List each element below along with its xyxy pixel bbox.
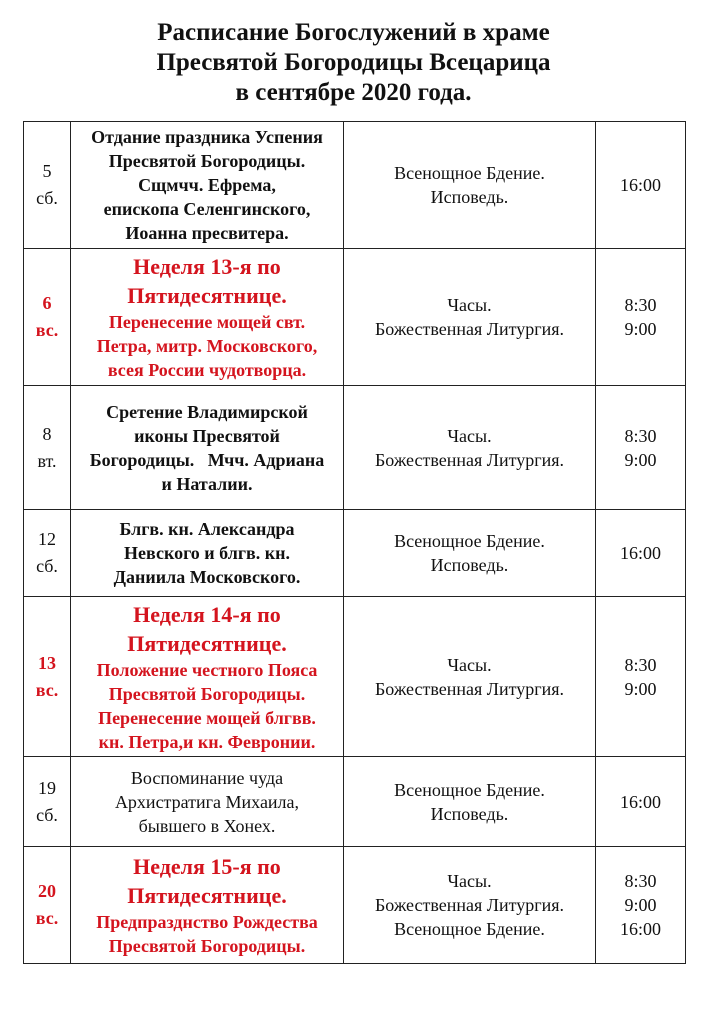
feast-cell <box>71 597 344 757</box>
time-cell <box>596 386 686 510</box>
date-cell <box>24 122 71 249</box>
feast-title-line: Неделя 15-я по <box>133 854 281 879</box>
time-value: 16:00 <box>619 543 661 563</box>
service-cell <box>344 597 596 757</box>
service-cell <box>344 122 596 249</box>
day-number: 12 <box>38 529 56 549</box>
day-number: 13 <box>38 652 56 673</box>
feast-cell <box>71 847 344 964</box>
service-line: Божественная Литургия. <box>374 678 565 699</box>
table-row <box>24 510 686 597</box>
service-line: Часы. <box>447 295 492 315</box>
feast-line: Предпразднство Рождества <box>96 912 318 932</box>
date-cell <box>24 510 71 597</box>
feast-title-line: Пятидесятнице. <box>127 883 287 908</box>
day-number: 6 <box>42 293 52 313</box>
service-line: Часы. <box>447 425 492 446</box>
service-cell <box>344 386 596 510</box>
feast-cell <box>71 510 344 597</box>
time-value: 9:00 <box>624 895 657 915</box>
service-line: Всенощное Бдение. <box>394 531 545 551</box>
feast-line: Перенесение мощей свт. <box>108 312 306 332</box>
feast-line: всея России чудотворца. <box>107 360 307 380</box>
day-number: 20 <box>38 881 56 901</box>
table-row <box>24 757 686 847</box>
feast-line: кн. Петра,и кн. Февронии. <box>98 731 316 752</box>
date-cell <box>24 757 71 847</box>
service-line: Всенощное Бдение. <box>394 779 545 800</box>
time-value: 9:00 <box>624 449 657 470</box>
date-cell <box>24 847 71 964</box>
service-cell <box>344 847 596 964</box>
service-line: Божественная Литургия. <box>374 319 565 339</box>
time-value: 16:00 <box>619 791 661 812</box>
time-cell <box>596 597 686 757</box>
page-title <box>0 18 707 108</box>
time-value: 16:00 <box>619 919 661 939</box>
service-line: Божественная Литургия. <box>374 895 565 915</box>
time-cell <box>596 757 686 847</box>
time-cell <box>596 510 686 597</box>
time-value: 9:00 <box>624 678 657 699</box>
feast-line: Пресвятой Богородицы. <box>108 151 306 171</box>
feast-cell <box>71 249 344 386</box>
weekday: сб. <box>36 556 58 576</box>
day-number: 8 <box>42 423 52 444</box>
feast-line: Невского и блгв. кн. <box>124 543 290 563</box>
feast-line: иконы Пресвятой <box>134 425 280 446</box>
feast-cell <box>71 122 344 249</box>
date-cell <box>24 249 71 386</box>
table-row <box>24 249 686 386</box>
weekday: вс. <box>35 320 59 340</box>
service-line: Исповедь. <box>430 803 509 824</box>
time-value: 9:00 <box>624 319 657 339</box>
feast-cell <box>71 757 344 847</box>
service-line: Всенощное Бдение. <box>394 163 545 183</box>
feast-line: Перенесение мощей блгвв. <box>98 707 316 728</box>
title-line-1: Расписание Богослужений в храме <box>157 19 550 46</box>
service-line: Исповедь. <box>430 187 509 207</box>
weekday: сб. <box>36 804 58 825</box>
feast-line: и Наталии. <box>161 473 253 494</box>
time-value: 16:00 <box>619 175 661 195</box>
weekday: вс. <box>35 679 59 700</box>
service-line: Часы. <box>447 654 492 675</box>
weekday: сб. <box>36 188 58 208</box>
service-line: Часы. <box>447 871 492 891</box>
feast-line: Сщмчч. Ефрема, <box>138 175 276 195</box>
table-row <box>24 122 686 249</box>
feast-cell <box>71 386 344 510</box>
time-cell <box>596 249 686 386</box>
time-value: 8:30 <box>624 871 657 891</box>
feast-title-line: Пятидесятнице. <box>127 630 287 656</box>
date-cell <box>24 386 71 510</box>
day-number: 19 <box>38 777 56 798</box>
schedule-table <box>23 121 686 964</box>
feast-line: Пресвятой Богородицы. <box>108 936 306 956</box>
time-value: 8:30 <box>624 654 657 675</box>
feast-line: Богородицы. Мчч. Адриана <box>89 449 325 470</box>
feast-line: епископа Селенгинского, <box>103 199 311 219</box>
service-cell <box>344 249 596 386</box>
table-row <box>24 386 686 510</box>
weekday: вт. <box>37 450 57 471</box>
time-value: 8:30 <box>624 425 657 446</box>
feast-title-line: Неделя 14-я по <box>133 601 281 627</box>
feast-line: Положение честного Пояса <box>96 659 318 680</box>
table-row <box>24 847 686 964</box>
feast-line: Блгв. кн. Александра <box>119 519 295 539</box>
service-cell <box>344 757 596 847</box>
service-line: Исповедь. <box>430 555 509 575</box>
title-line-3: в сентябре 2020 года. <box>235 79 472 106</box>
service-cell <box>344 510 596 597</box>
feast-line: Иоанна пресвитера. <box>125 223 289 243</box>
table-row <box>24 597 686 757</box>
service-line: Всенощное Бдение. <box>394 919 545 939</box>
feast-line: Отдание праздника Успения <box>91 127 323 147</box>
title-line-2: Пресвятой Богородицы Всецарица <box>156 49 551 76</box>
feast-title-line: Неделя 13-я по <box>133 254 281 279</box>
feast-line: Даниила Московского. <box>113 567 301 587</box>
feast-line: Петра, митр. Московского, <box>96 336 318 356</box>
feast-line: Архистратига Михаила, <box>114 791 300 812</box>
feast-line: Пресвятой Богородицы. <box>108 683 306 704</box>
service-line: Божественная Литургия. <box>374 449 565 470</box>
feast-line: Воспоминание чуда <box>130 767 284 788</box>
feast-line: бывшего в Хонех. <box>138 815 276 836</box>
feast-line: Сретение Владимирской <box>106 401 308 422</box>
date-cell <box>24 597 71 757</box>
time-value: 8:30 <box>624 295 657 315</box>
time-cell <box>596 847 686 964</box>
weekday: вс. <box>35 908 59 928</box>
feast-title-line: Пятидесятнице. <box>127 283 287 308</box>
time-cell <box>596 122 686 249</box>
day-number: 5 <box>42 161 52 181</box>
